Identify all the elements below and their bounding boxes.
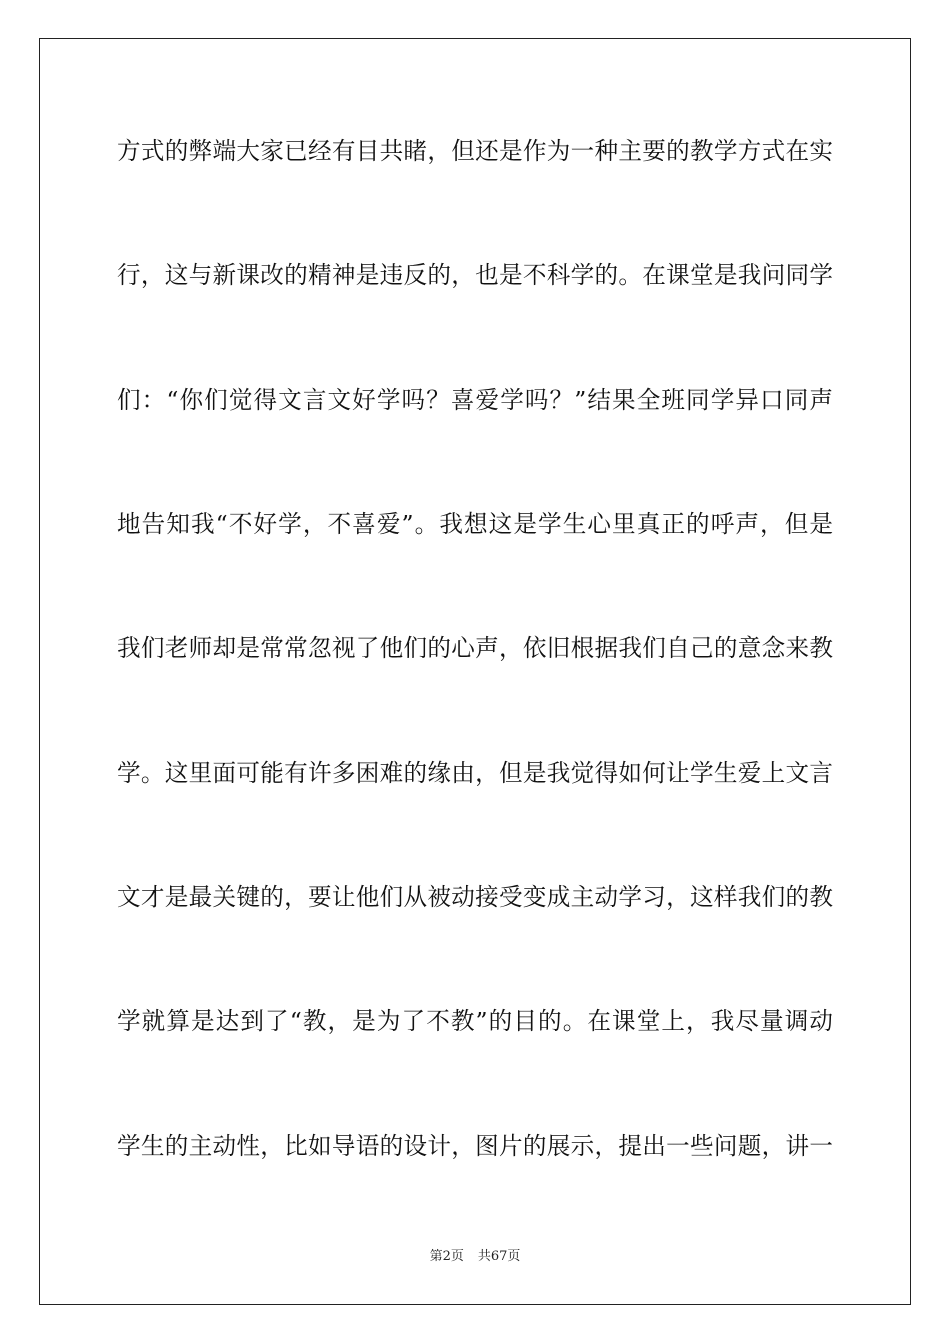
body-text-line-1: 方式的弊端大家已经有目共睹，但还是作为一种主要的教学方式在实 bbox=[117, 137, 833, 165]
page-border bbox=[39, 38, 911, 1305]
body-text-line-6: 学。这里面可能有许多困难的缘由，但是我觉得如何让学生爱上文言 bbox=[117, 759, 833, 787]
body-text-line-4: 地告知我“不好学，不喜爱”。我想这是学生心里真正的呼声，但是 bbox=[117, 510, 833, 538]
body-text-line-3: 们：“你们觉得文言文好学吗？喜爱学吗？”结果全班同学异口同声 bbox=[117, 386, 833, 414]
page-footer bbox=[0, 1248, 950, 1266]
body-text-line-8: 学就算是达到了“教，是为了不教”的目的。在课堂上，我尽量调动 bbox=[117, 1007, 833, 1035]
body-text-line-9: 学生的主动性，比如导语的设计，图片的展示，提出一些问题，讲一 bbox=[117, 1132, 833, 1160]
page-number: 第2页 bbox=[429, 1249, 464, 1264]
total-pages: 共67页 bbox=[477, 1249, 521, 1264]
body-text-line-5: 我们老师却是常常忽视了他们的心声，依旧根据我们自己的意念来教 bbox=[117, 634, 833, 662]
body-text-line-2: 行，这与新课改的精神是违反的，也是不科学的。在课堂是我问同学 bbox=[117, 261, 833, 289]
body-text-line-7: 文才是最关键的，要让他们从被动接受变成主动学习，这样我们的教 bbox=[117, 883, 833, 911]
